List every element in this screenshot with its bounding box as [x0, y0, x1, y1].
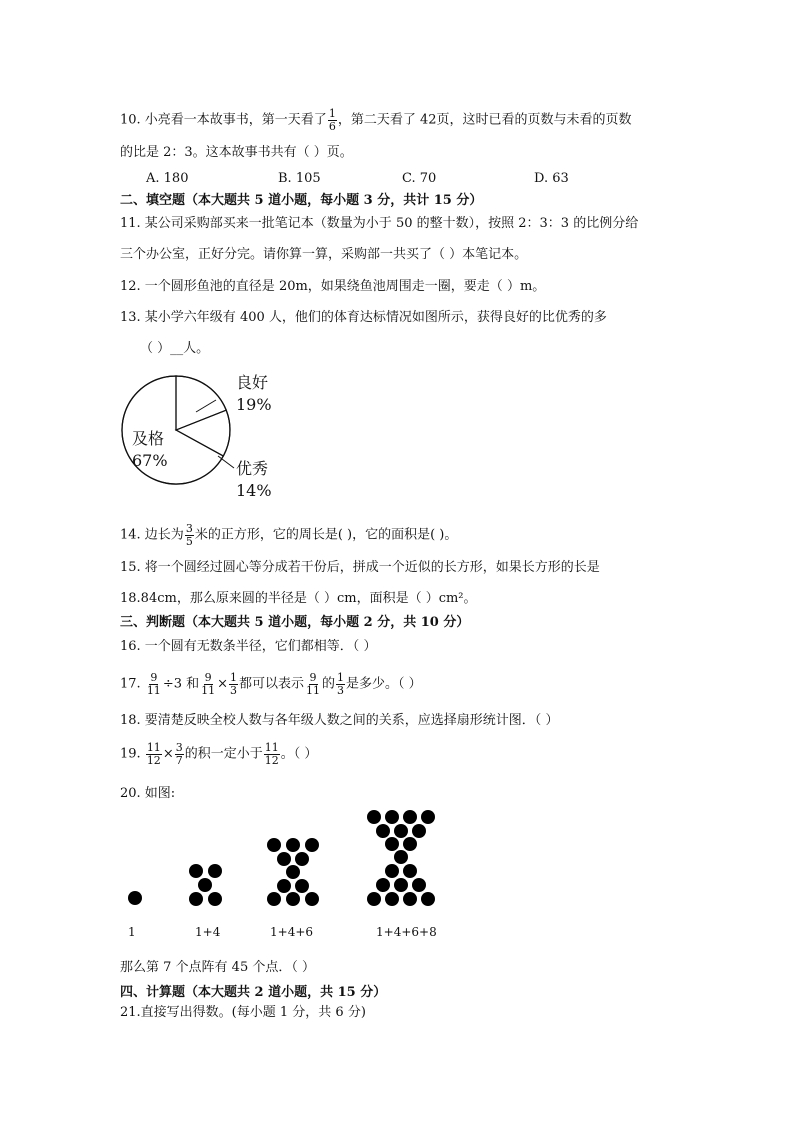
fraction: $\frac{9}{11}$ — [306, 671, 321, 697]
q11-line1: 11. 某公司采购部买来一批笔记本（数量为小于 50 的整十数），按照 2：3：3 的比例分给 — [120, 216, 639, 231]
dot-pattern-3-dot — [295, 879, 309, 893]
fraction: $\frac{3}{5}$ — [185, 522, 193, 548]
q21: 21.直接写出得数。(每小题 1 分，共 6 分) — [120, 1005, 366, 1020]
dot-caption-2: 1+4 — [195, 925, 221, 939]
leader-line — [196, 400, 216, 412]
q10-line2: 的比是 2：3。这本故事书共有（ ）页。 — [120, 145, 353, 160]
q15-line1: 15. 将一个圆经过圆心等分成若干份后，拼成一个近似的长方形，如果长方形的长是 — [120, 560, 600, 575]
q15-line2: 18.84cm，那么原来圆的半径是（ ）cm，面积是（ ）cm²。 — [120, 591, 477, 606]
fraction: $\frac{9}{11}$ — [201, 671, 216, 697]
pie-category-label: 良好 — [236, 373, 269, 392]
dot-pattern-3-dot — [305, 892, 319, 906]
dot-pattern-4-dot — [385, 810, 399, 824]
dot-pattern-3-dot — [267, 892, 281, 906]
dot-pattern-3-dot — [286, 838, 300, 852]
fraction: $\frac{9}{11}$ — [146, 671, 161, 697]
dot-pattern-4-dot — [367, 810, 381, 824]
dot-pattern-4-dot — [376, 878, 390, 892]
q12: 12. 一个圆形鱼池的直径是 20m，如果绕鱼池周围走一圈，要走（ ）m。 — [120, 279, 546, 294]
dot-caption-4: 1+4+6+8 — [376, 925, 437, 939]
dot-caption-1: 1 — [128, 925, 136, 939]
pie-category-label: 及格 — [132, 429, 165, 448]
dot-pattern-4-dot — [394, 824, 408, 838]
section-heading-calculation: 四、计算题（本大题共 2 道小题，共 15 分） — [120, 985, 387, 1000]
dot-pattern-2-dot — [208, 892, 222, 906]
q14: 14. 边长为 $\frac{3}{5}$ 米的正方形，它的周长是( )，它的面积是( )。 — [120, 522, 458, 548]
fraction: $\frac{1}{3}$ — [230, 671, 238, 697]
fraction: $\frac{11}{12}$ — [146, 741, 161, 767]
dot-pattern-4-dot — [421, 810, 435, 824]
pie-percent-label: 67% — [132, 451, 168, 470]
fraction: $\frac{1}{3}$ — [337, 671, 345, 697]
pie-percent-label: 19% — [236, 395, 272, 414]
q10-option-d: D. 63 — [534, 171, 569, 186]
q13-line2: （ ）__人。 — [140, 341, 210, 356]
dot-pattern-4-dot — [403, 837, 417, 851]
q20-question: 那么第 7 个点阵有 45 个点．（ ） — [120, 960, 315, 975]
dot-pattern-2-dot — [198, 878, 212, 892]
q20-intro: 20. 如图: — [120, 786, 176, 801]
q18: 18. 要清楚反映全校人数与各年级人数之间的关系，应选择扇形统计图．（ ） — [120, 713, 559, 728]
section-heading-fill-blank: 二、填空题（本大题共 5 道小题，每小题 3 分，共计 15 分） — [120, 193, 483, 208]
dot-pattern-2-dot — [189, 892, 203, 906]
pie-chart — [118, 366, 288, 496]
dot-pattern-4-dot — [385, 837, 399, 851]
q10-option-a: A. 180 — [146, 171, 189, 186]
dot-pattern-4-dot — [376, 824, 390, 838]
q10-line1: 10. 小亮看一本故事书，第一天看了 $\frac{1}{6}$ ，第二天看了 42页，这时已看的页数与未看的页数 — [120, 107, 632, 133]
dot-pattern-3-dot — [286, 892, 300, 906]
q13-line1: 13. 某小学六年级有 400 人，他们的体育达标情况如图所示，获得良好的比优秀的多 — [120, 310, 607, 325]
dot-pattern-4-dot — [367, 892, 381, 906]
q17: 17. $\frac{9}{11}$ ÷3 和 $\frac{9}{11}$ × $\frac{1}{3}$ 都可以表示 $\frac{9}{11}$ 的 $\frac{1}{3}$ 是多少。（ ） — [120, 671, 422, 697]
q16: 16. 一个圆有无数条半径，它们都相等．（ ） — [120, 639, 377, 654]
dot-pattern-3-dot — [305, 838, 319, 852]
dot-pattern-4-dot — [394, 878, 408, 892]
dot-pattern-4-dot — [421, 892, 435, 906]
section-heading-judgement: 三、判断题（本大题共 5 道小题，每小题 2 分，共 10 分） — [120, 615, 470, 630]
pie-category-label: 优秀 — [236, 459, 269, 478]
q10-option-c: C. 70 — [402, 171, 437, 186]
q19: 19. $\frac{11}{12}$ × $\frac{3}{7}$ 的积一定小于 $\frac{11}{12}$ 。（ ） — [120, 741, 318, 767]
dot-pattern-4-dot — [412, 878, 426, 892]
dot-pattern-3-dot — [295, 852, 309, 866]
dot-pattern-1-dot — [128, 891, 142, 905]
pie-slice-良好 — [176, 376, 226, 430]
dot-pattern-4-dot — [403, 810, 417, 824]
fraction: $\frac{11}{12}$ — [264, 741, 279, 767]
dot-pattern-2-dot — [208, 864, 222, 878]
dot-pattern-4-dot — [412, 824, 426, 838]
pie-slice-优秀 — [176, 410, 230, 456]
dot-pattern-3-dot — [277, 879, 291, 893]
q10-option-b: B. 105 — [278, 171, 321, 186]
leader-line — [218, 456, 234, 468]
fraction: $\frac{3}{7}$ — [175, 741, 183, 767]
dot-caption-3: 1+4+6 — [270, 925, 314, 939]
dot-pattern-4-dot — [385, 892, 399, 906]
dot-pattern-4-dot — [385, 864, 399, 878]
fraction: $\frac{1}{6}$ — [328, 107, 336, 133]
dot-pattern-4-dot — [403, 892, 417, 906]
q11-line2: 三个办公室，正好分完。请你算一算，采购部一共买了（ ）本笔记本。 — [120, 247, 528, 262]
pie-percent-label: 14% — [236, 481, 272, 496]
dot-pattern-2-dot — [189, 864, 203, 878]
dot-pattern-3-dot — [277, 852, 291, 866]
dot-pattern-4-dot — [394, 850, 408, 864]
dot-pattern-3-dot — [286, 865, 300, 879]
dot-pattern-4-dot — [403, 864, 417, 878]
dot-pattern-3-dot — [267, 838, 281, 852]
